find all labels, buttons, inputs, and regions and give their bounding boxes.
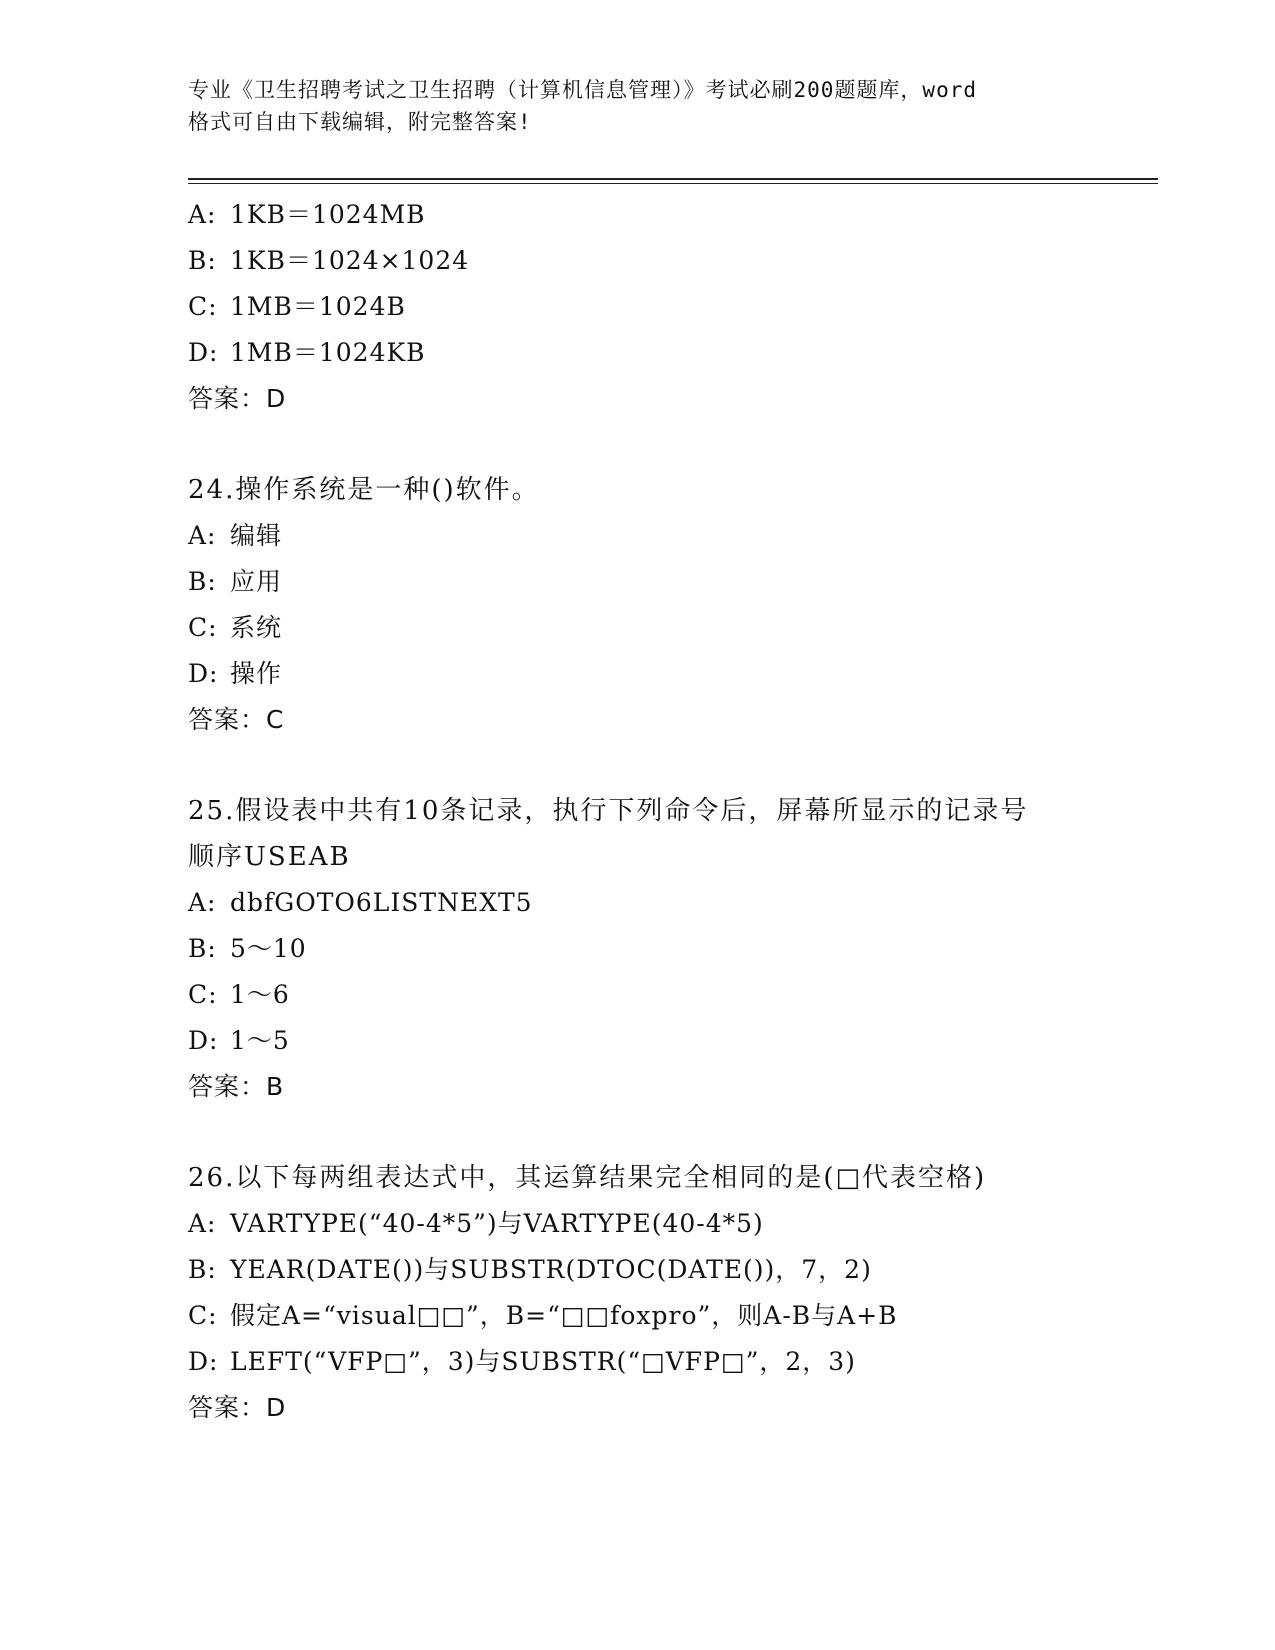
- question-23-block: [188, 192, 1168, 422]
- option-label: B:: [188, 567, 217, 596]
- option-text: YEAR(DATE())与SUBSTR(DTOC(DATE())，7，2): [230, 1255, 872, 1284]
- option-a: [188, 1201, 1168, 1247]
- option-text: 1～6: [230, 980, 290, 1009]
- option-label: B:: [188, 934, 217, 963]
- header-divider-thick: [188, 178, 1158, 180]
- option-text: VARTYPE(“40-4*5”)与VARTYPE(40-4*5): [230, 1209, 764, 1238]
- option-text: 编辑: [230, 521, 283, 550]
- option-d: [188, 330, 1168, 376]
- option-text: 1MB＝1024B: [230, 292, 406, 321]
- option-text: LEFT(“VFP□”，3)与SUBSTR(“□VFP□”，2，3): [230, 1347, 856, 1376]
- option-b: [188, 1247, 1168, 1293]
- option-label: C:: [188, 980, 218, 1009]
- option-text: 应用: [230, 567, 283, 596]
- question-text-continued: 顺序USEAB: [188, 842, 351, 872]
- option-text: dbfGOTO6LISTNEXT5: [230, 888, 533, 917]
- option-b: [188, 238, 1168, 284]
- option-label: D:: [188, 338, 219, 367]
- option-label: D:: [188, 659, 219, 688]
- question-25-block: [188, 788, 1168, 1110]
- option-b: [188, 926, 1168, 972]
- spacer: [188, 743, 1168, 788]
- option-label: B:: [188, 246, 217, 275]
- header-divider-thin: [188, 183, 1158, 184]
- option-c: [188, 1293, 1168, 1339]
- option-text: 系统: [230, 613, 283, 642]
- option-c: [188, 284, 1168, 330]
- header-line-2: 格式可自由下载编辑，附完整答案!: [188, 110, 532, 134]
- question-content: [188, 192, 1168, 1431]
- option-d: [188, 1018, 1168, 1064]
- option-label: A:: [188, 1209, 217, 1238]
- answer-line: 答案：B: [188, 1072, 285, 1101]
- option-text: 假定A=“visual□□”，B=“□□foxpro”，则A-B与A+B: [230, 1301, 898, 1330]
- option-text: 1～5: [230, 1026, 290, 1055]
- document-header: [188, 74, 1088, 138]
- option-d: [188, 651, 1168, 697]
- option-label: A:: [188, 521, 217, 550]
- question-text: 24.操作系统是一种()软件。: [188, 475, 540, 505]
- question-24-block: [188, 467, 1168, 743]
- spacer: [188, 1110, 1168, 1155]
- question-26-block: [188, 1155, 1168, 1431]
- option-label: C:: [188, 292, 218, 321]
- option-a: [188, 513, 1168, 559]
- header-line-1: 专业《卫生招聘考试之卫生招聘（计算机信息管理）》考试必刷200题题库，word: [188, 78, 977, 102]
- option-label: A:: [188, 888, 217, 917]
- answer-line: 答案：D: [188, 384, 287, 413]
- option-label: B:: [188, 1255, 217, 1284]
- question-text: 25.假设表中共有10条记录，执行下列命令后，屏幕所显示的记录号: [188, 796, 1029, 826]
- option-d: [188, 1339, 1168, 1385]
- answer-line: 答案：C: [188, 705, 285, 734]
- option-text: 5～10: [230, 934, 307, 963]
- option-a: [188, 880, 1168, 926]
- option-c: [188, 605, 1168, 651]
- option-a: [188, 192, 1168, 238]
- answer-line: 答案：D: [188, 1393, 287, 1422]
- option-b: [188, 559, 1168, 605]
- option-text: 1KB＝1024×1024: [230, 246, 470, 275]
- option-label: D:: [188, 1347, 219, 1376]
- option-label: A:: [188, 200, 217, 229]
- option-label: C:: [188, 613, 218, 642]
- option-label: D:: [188, 1026, 219, 1055]
- option-text: 1KB＝1024MB: [230, 200, 426, 229]
- spacer: [188, 422, 1168, 467]
- option-text: 操作: [230, 659, 283, 688]
- option-c: [188, 972, 1168, 1018]
- question-text: 26.以下每两组表达式中，其运算结果完全相同的是(□代表空格): [188, 1163, 987, 1193]
- option-text: 1MB＝1024KB: [230, 338, 426, 367]
- option-label: C:: [188, 1301, 218, 1330]
